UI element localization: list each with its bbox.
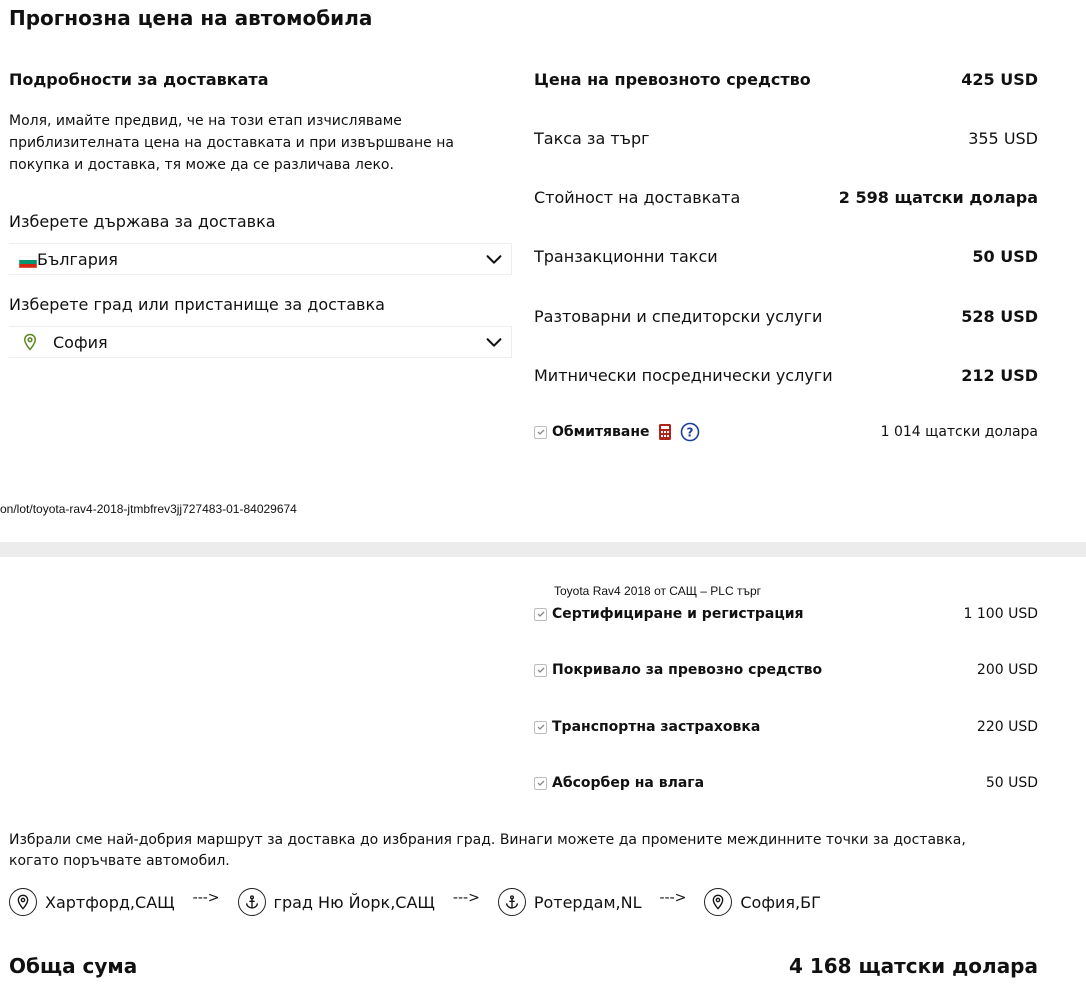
country-select[interactable] [9,243,512,275]
svg-text:?: ? [686,425,693,440]
route-stops [9,888,821,916]
option-row-certification [534,606,1038,622]
chevron-down-icon [483,248,505,270]
route-stop-label: град Ню Йорк,САЩ [273,892,435,912]
option-label: Абсорбер на влага [552,775,705,791]
option-row-insurance [534,719,1038,735]
cost-amount: 2 598 щатски долара [838,188,1038,207]
route-stop [704,888,820,916]
check-icon [536,427,546,437]
route-stop-label: Ротердам,NL [533,892,642,912]
cost-amount: 212 USD [961,366,1038,385]
page-url-text: on/lot/toyota-rav4-2018-jtmbfrev3jj727483-01-84029674 [0,502,297,516]
option-label: Покривало за превозно средство [552,662,823,678]
cost-row-transaction [534,247,1038,266]
option-checkbox[interactable] [534,721,547,734]
delivery-note: Моля, имайте предвид, че на този етап изчисляваме приблизителната цена на доставката и при извършване на покупка и доставка, тя може да се различава леко. [9,113,454,173]
cost-label: Разтоварни и спедиторски услуги [534,307,823,326]
country-value: България [37,249,118,269]
check-icon [536,609,546,619]
route-note: Избрали сме най-добрия маршрут за доставка до избрания град. Винаги можете да промените междинните точки за доставка, когато поръчвате автомобил. [9,832,966,869]
route-stop-label: София,БГ [740,892,821,912]
route-stop [9,888,175,916]
route-arrow: ---> [659,890,687,906]
cost-row-vehicle [534,70,1038,89]
location-pin-icon [9,888,37,916]
bulgaria-flag-icon [19,253,37,265]
check-icon [536,665,546,675]
country-label: Изберете държава за доставка [9,212,276,231]
check-icon [536,778,546,788]
cost-label: Цена на превозното средство [534,70,811,89]
cost-amount: 50 USD [972,247,1038,266]
option-amount: 220 USD [976,719,1038,735]
section-divider [0,542,1086,557]
calculator-icon[interactable] [658,423,672,441]
cost-row-delivery [534,188,1038,207]
option-amount: 50 USD [985,775,1038,791]
route-stop [498,888,642,916]
cost-label: Стойност на доставката [534,188,741,207]
route-arrow: ---> [452,890,480,906]
chevron-down-icon [483,331,505,353]
cost-amount: 425 USD [961,70,1038,89]
route-stop-label: Хартфорд,САЩ [45,892,175,912]
total-label: Обща сума [9,954,138,978]
option-amount: 1 100 USD [963,606,1038,622]
check-icon [536,722,546,732]
cost-label: Митнически посреднически услуги [534,366,833,385]
location-pin-icon [21,333,39,351]
cost-amount: 355 USD [968,129,1038,148]
cost-label: Транзакционни такси [534,247,718,266]
customs-label: Обмитяване [552,424,650,440]
city-select[interactable] [9,326,512,358]
customs-checkbox[interactable] [534,426,547,439]
city-value: София [53,332,108,352]
city-label: Изберете град или пристанище за доставка [9,295,385,314]
location-pin-icon [704,888,732,916]
option-row-cover [534,662,1038,678]
option-row-absorber [534,775,1038,791]
option-checkbox[interactable] [534,664,547,677]
route-stop [238,888,435,916]
cost-row-unloading [534,307,1038,326]
cost-label: Такса за търг [534,129,650,148]
delivery-heading: Подробности за доставката [9,70,269,89]
route-arrow: ---> [192,890,220,906]
option-label: Транспортна застраховка [552,719,761,735]
customs-amount: 1 014 щатски долара [880,424,1038,440]
anchor-icon [238,888,266,916]
option-label: Сертифициране и регистрация [552,606,804,622]
customs-row [534,422,1038,442]
anchor-icon [498,888,526,916]
cost-row-customs-broker [534,366,1038,385]
total-amount: 4 168 щатски долара [788,954,1038,978]
help-icon[interactable] [680,422,700,442]
vehicle-caption: Toyota Rav4 2018 от САЩ – PLC търг [554,584,762,598]
cost-row-auction-fee [534,129,1038,148]
option-checkbox[interactable] [534,608,547,621]
option-checkbox[interactable] [534,777,547,790]
cost-amount: 528 USD [961,307,1038,326]
page-title: Прогнозна цена на автомобила [9,6,373,30]
option-amount: 200 USD [976,662,1038,678]
